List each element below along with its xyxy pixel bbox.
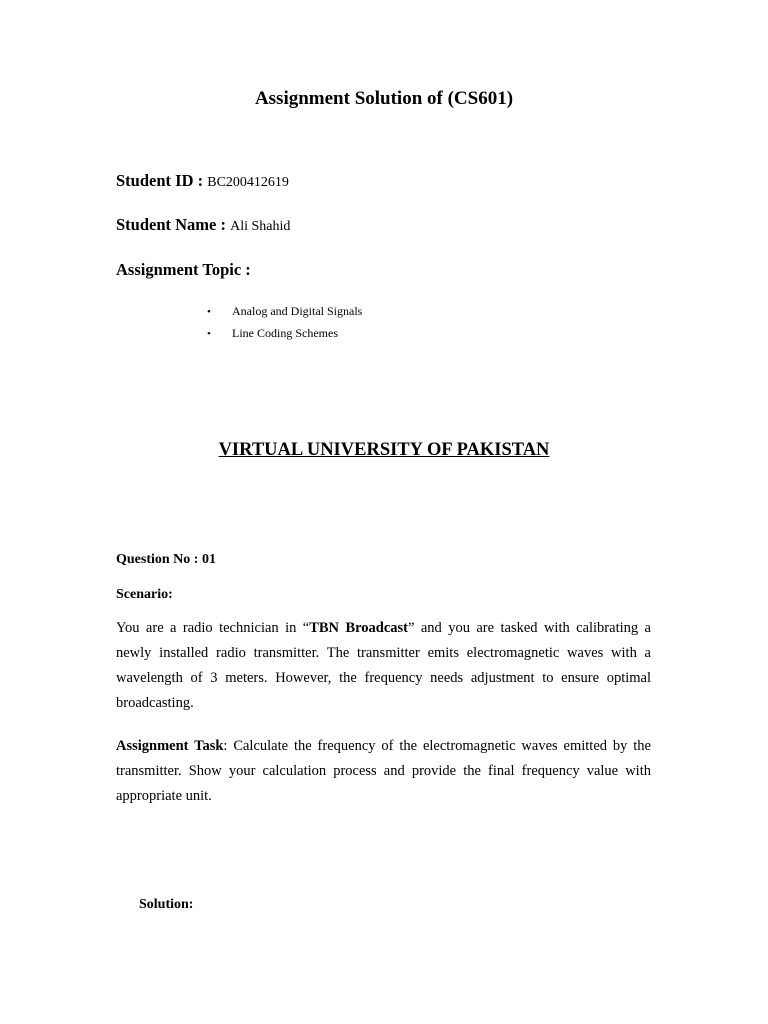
student-id-label: Student ID :	[116, 171, 208, 190]
student-id-field	[116, 171, 289, 191]
topic-text: Analog and Digital Signals	[232, 304, 363, 318]
topic-list	[207, 300, 362, 344]
document-title: Assignment Solution of (CS601)	[254, 88, 514, 109]
list-item	[207, 300, 362, 322]
scenario-heading: Scenario:	[116, 587, 173, 602]
task-label: Assignment Task	[116, 738, 224, 754]
bullet-icon: •	[207, 328, 211, 340]
assignment-topic-field	[116, 260, 251, 280]
task-text: : Calculate the frequency of the electromagnetic waves emitted by the transmitter. Show your calculation process and provide the final frequency value with appropriate unit.	[116, 738, 651, 804]
student-name-value: Ali Shahid	[230, 219, 291, 234]
list-item	[207, 322, 362, 344]
student-name-field	[116, 215, 290, 235]
university-heading: VIRTUAL UNIVERSITY OF PAKISTAN	[218, 440, 550, 460]
question-number: Question No : 01	[116, 552, 216, 567]
bullet-icon: •	[207, 306, 211, 318]
task-paragraph	[116, 734, 651, 809]
company-name: TBN Broadcast	[309, 620, 409, 636]
solution-heading: Solution:	[139, 897, 194, 912]
scenario-text-1: You are a radio technician in “	[116, 620, 310, 636]
scenario-paragraph	[116, 616, 651, 716]
topic-text: Line Coding Schemes	[232, 326, 338, 340]
student-name-label: Student Name :	[116, 215, 231, 234]
assignment-topic-label: Assignment Topic :	[116, 260, 251, 279]
scenario-text-2: ” and you are tasked with calibrating a newly installed radio transmitter. The transmitter emits electromagnetic waves with a wavelength of 3 meters. However, the frequency needs adjustment to ensure optimal broadcasting.	[116, 620, 651, 711]
student-id-value: BC200412619	[207, 175, 289, 190]
